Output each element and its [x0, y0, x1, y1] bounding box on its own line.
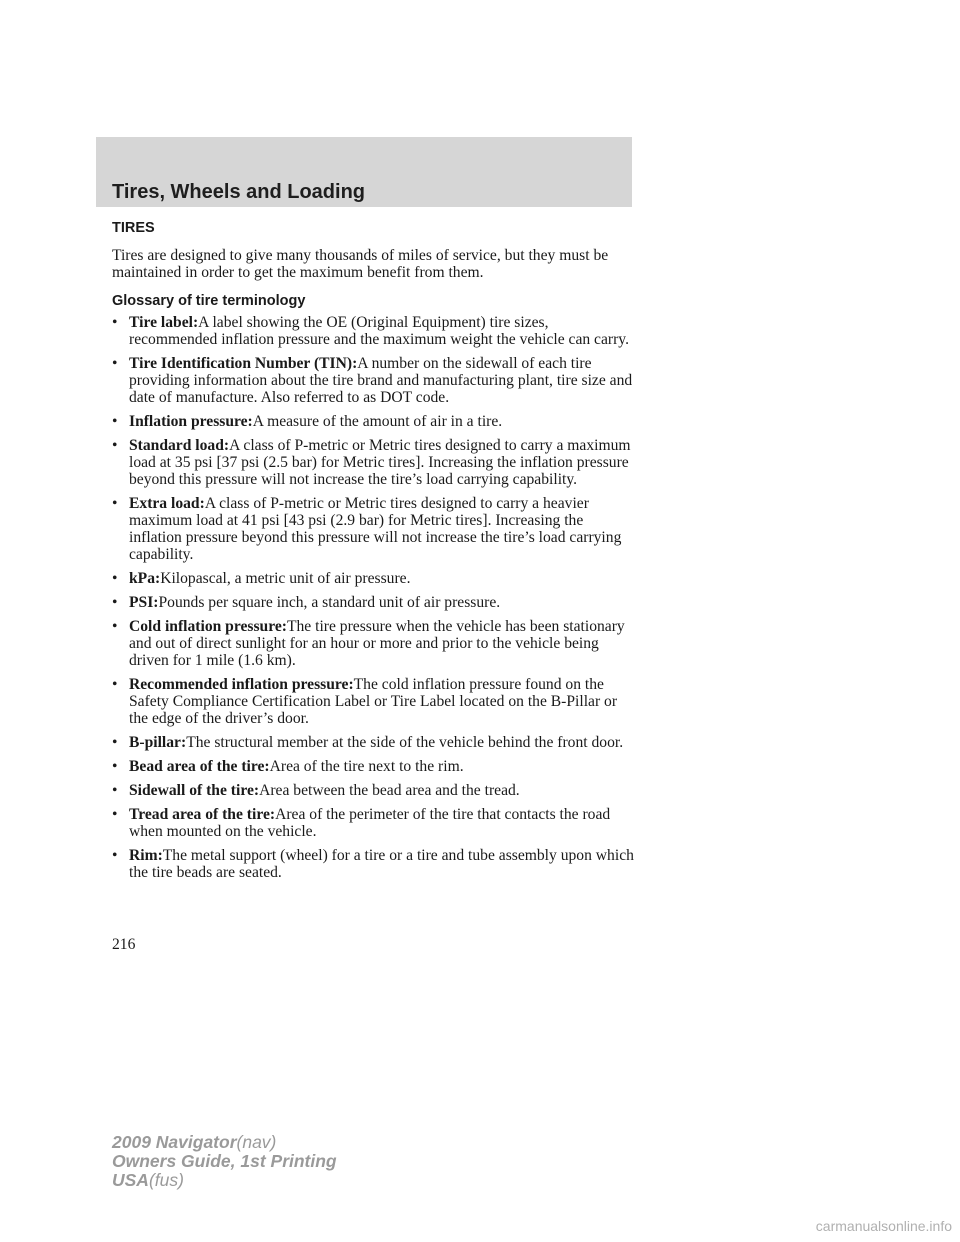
glossary-item: [112, 437, 637, 488]
glossary-definition: The structural member at the side of the vehicle behind the front door.: [186, 734, 624, 751]
glossary-term: PSI:: [129, 594, 159, 611]
glossary-item: [112, 847, 637, 881]
footer-line-2: [112, 1152, 337, 1171]
bullet: •: [112, 806, 118, 823]
glossary-definition: A class of P-metric or Metric tires designed to carry a heavier maximum load at 41 psi [43 psi (2.9 bar) for Metric tires]. Increasing the inflation pressure beyond this pressure will not increase the tire’s load carrying capability.: [129, 495, 622, 563]
glossary-definition: Pounds per square inch, a standard unit of air pressure.: [158, 594, 501, 611]
bullet: •: [112, 676, 118, 693]
glossary-item: [112, 413, 637, 430]
footer-line-3: [112, 1171, 337, 1190]
print-footer: [112, 1133, 337, 1190]
footer-line-1: [112, 1133, 337, 1152]
glossary-definition: The cold inflation pressure found on the Safety Compliance Certification Label or Tire Label located on the B-Pillar or the edge of the driver’s door.: [129, 676, 618, 727]
bullet: •: [112, 734, 118, 751]
glossary-term: Bead area of the tire:: [129, 758, 270, 775]
footer-market-code: (fus): [148, 1170, 184, 1190]
glossary-term: kPa:: [129, 570, 161, 587]
glossary-term: Cold inflation pressure:: [129, 618, 287, 635]
bullet: •: [112, 495, 118, 512]
bullet: •: [112, 355, 118, 372]
watermark: carmanualsonline.info: [815, 1218, 952, 1234]
glossary-term: Inflation pressure:: [129, 413, 253, 430]
glossary-term: Recommended inflation pressure:: [129, 676, 354, 693]
glossary-definition: The metal support (wheel) for a tire or a tire and tube assembly upon which the tire beads are seated.: [129, 847, 634, 881]
footer-market: USA: [112, 1170, 149, 1190]
glossary-item: [112, 676, 637, 727]
glossary-definition: The tire pressure when the vehicle has been stationary and out of direct sunlight for an hour or more and prior to the vehicle being driven for 1 mile (1.6 km).: [129, 618, 625, 669]
intro-paragraph: Tires are designed to give many thousands of miles of service, but they must be maintained in order to get the maximum benefit from them.: [112, 247, 609, 281]
bullet: •: [112, 847, 118, 864]
glossary-term: Tire Identification Number (TIN):: [129, 355, 358, 372]
glossary-item: [112, 495, 637, 563]
glossary-term: Sidewall of the tire:: [129, 782, 260, 799]
glossary-definition: Area of the perimeter of the tire that contacts the road when mounted on the vehicle.: [129, 806, 611, 840]
glossary-item: [112, 806, 637, 840]
footer-model-code: (nav): [236, 1132, 277, 1152]
main-content: [112, 219, 637, 888]
glossary-definition: A label showing the OE (Original Equipment) tire sizes, recommended inflation pressure and the maximum weight the vehicle can carry.: [129, 314, 629, 348]
bullet: •: [112, 570, 118, 587]
bullet: •: [112, 618, 118, 635]
glossary-item: [112, 734, 637, 751]
section-heading: TIRES: [112, 220, 155, 236]
glossary-heading: Glossary of tire terminology: [112, 293, 306, 309]
glossary-definition: Area between the bead area and the tread.: [259, 782, 520, 799]
glossary-list: [112, 314, 637, 881]
glossary-item: [112, 570, 637, 587]
glossary-definition: A number on the sidewall of each tire providing information about the tire brand and manufacturing plant, tire size and date of manufacture. Also referred to as DOT code.: [129, 355, 633, 406]
glossary-item: [112, 594, 637, 611]
footer-model: 2009 Navigator: [112, 1132, 237, 1152]
bullet: •: [112, 594, 118, 611]
glossary-definition: Kilopascal, a metric unit of air pressure.: [160, 570, 411, 587]
glossary-definition: A measure of the amount of air in a tire.: [252, 413, 503, 430]
glossary-term: Tire label:: [129, 314, 199, 331]
glossary-term: B-pillar:: [129, 734, 187, 751]
glossary-item: [112, 782, 637, 799]
glossary-term: Standard load:: [129, 437, 230, 454]
glossary-item: [112, 355, 637, 406]
glossary-item: [112, 618, 637, 669]
bullet: •: [112, 758, 118, 775]
bullet: •: [112, 413, 118, 430]
page-number: 216: [112, 936, 136, 953]
bullet: •: [112, 782, 118, 799]
glossary-term: Tread area of the tire:: [129, 806, 276, 823]
glossary-definition: A class of P-metric or Metric tires designed to carry a maximum load at 35 psi [37 psi (2.5 bar) for Metric tires]. Increasing the inflation pressure beyond this pressure will not increase the tire’s load carrying capability.: [129, 437, 631, 488]
header-band: [96, 137, 632, 207]
glossary-term: Extra load:: [129, 495, 205, 512]
glossary-term: Rim:: [129, 847, 163, 864]
bullet: •: [112, 314, 118, 331]
bullet: •: [112, 437, 118, 454]
page-title: Tires, Wheels and Loading: [112, 181, 366, 203]
footer-printing: Owners Guide, 1st Printing: [112, 1151, 337, 1171]
glossary-item: [112, 758, 637, 775]
glossary-definition: Area of the tire next to the rim.: [269, 758, 464, 775]
glossary-item: [112, 314, 637, 348]
